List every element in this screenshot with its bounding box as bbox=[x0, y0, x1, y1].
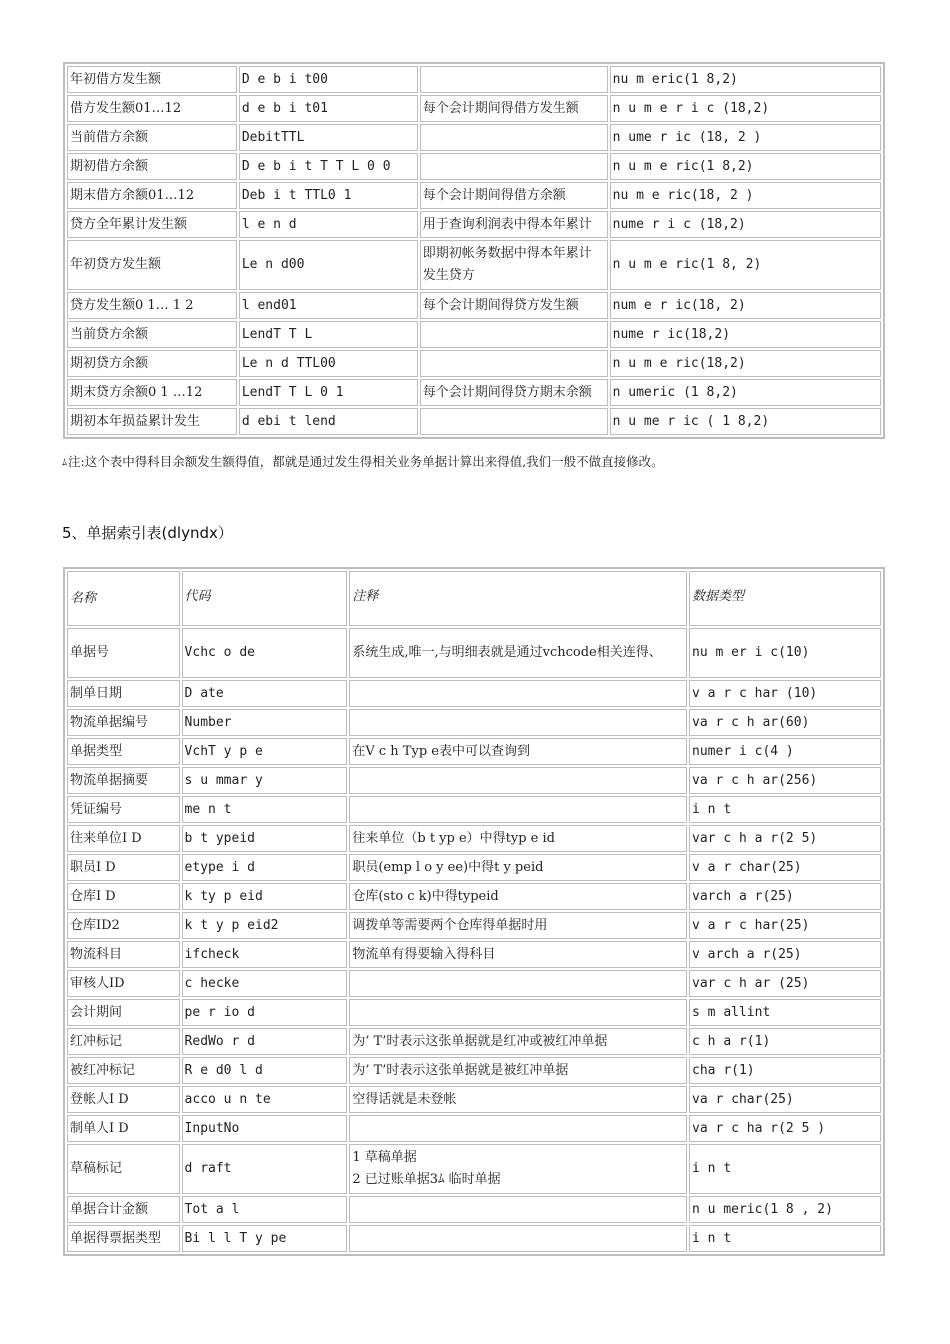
field-name-cell: 仓库ID2 bbox=[67, 912, 180, 939]
field-code-cell: ifcheck bbox=[182, 941, 348, 968]
field-type-cell: c h a r(1) bbox=[689, 1028, 881, 1055]
field-type-cell: v arch a r(25) bbox=[689, 941, 881, 968]
table-row bbox=[67, 825, 881, 852]
field-type-cell: n u meric(1 8 , 2) bbox=[689, 1196, 881, 1223]
field-code-cell: d e b i t01 bbox=[239, 95, 418, 122]
field-type-cell: n u me r ic ( 1 8,2) bbox=[610, 408, 881, 435]
field-type-cell: nu m e ric(18, 2 ) bbox=[610, 182, 881, 209]
account-balance-table-body bbox=[67, 66, 881, 435]
field-comment-cell bbox=[349, 680, 687, 707]
table-row bbox=[67, 1196, 881, 1223]
header-comment: 注释 bbox=[349, 571, 687, 626]
field-comment-cell bbox=[420, 66, 608, 93]
section-title: 5、单据索引表(dlyndx） bbox=[62, 524, 233, 542]
field-type-cell: va r c h ar(60) bbox=[689, 709, 881, 736]
table-row bbox=[67, 767, 881, 794]
header-code: 代码 bbox=[182, 571, 348, 626]
field-code-cell: k ty p eid bbox=[182, 883, 348, 910]
field-code-cell: VchT y p e bbox=[182, 738, 348, 765]
field-comment-cell bbox=[349, 1144, 687, 1194]
comment-line: 1 草稿单据 bbox=[352, 1150, 417, 1165]
field-code-cell: s u mmar y bbox=[182, 767, 348, 794]
field-comment-cell: 在V c h Typ e表中可以查询到 bbox=[349, 738, 687, 765]
field-comment-cell: 每个会计期间得贷方期末余额 bbox=[420, 379, 608, 406]
field-name-cell: 职员I D bbox=[67, 854, 180, 881]
field-comment-cell: 每个会计期间得借方余额 bbox=[420, 182, 608, 209]
field-comment-cell: 系统生成,唯一,与明细表就是通过vchcode相关连得、 bbox=[349, 628, 687, 678]
field-code-cell: d raft bbox=[182, 1144, 348, 1194]
field-code-cell: me n t bbox=[182, 796, 348, 823]
field-name-cell: 制单日期 bbox=[67, 680, 180, 707]
field-name-cell: 制单人I D bbox=[67, 1115, 180, 1142]
field-name-cell: 年初借方发生额 bbox=[67, 66, 237, 93]
field-code-cell: d ebi t lend bbox=[239, 408, 418, 435]
field-type-cell: i n t bbox=[689, 1225, 881, 1252]
field-comment-cell: 物流单有得要输入得科目 bbox=[349, 941, 687, 968]
table-row bbox=[67, 182, 881, 209]
field-type-cell: n u m e r i c (18,2) bbox=[610, 95, 881, 122]
field-comment-cell bbox=[349, 970, 687, 997]
table-row bbox=[67, 1057, 881, 1084]
field-type-cell: v a r char(25) bbox=[689, 854, 881, 881]
field-type-cell: n u m e ric(1 8, 2) bbox=[610, 240, 881, 290]
field-comment-cell: 往来单位（b t yp e）中得typ e id bbox=[349, 825, 687, 852]
field-type-cell: nume r i c (18,2) bbox=[610, 211, 881, 238]
field-code-cell: etype i d bbox=[182, 854, 348, 881]
field-name-cell: 单据得票据类型 bbox=[67, 1225, 180, 1252]
field-type-cell: s m allint bbox=[689, 999, 881, 1026]
table-row bbox=[67, 709, 881, 736]
field-type-cell: numer i c(4 ) bbox=[689, 738, 881, 765]
table-row bbox=[67, 883, 881, 910]
table-row bbox=[67, 379, 881, 406]
field-comment-cell bbox=[420, 408, 608, 435]
field-code-cell: Bi l l T y pe bbox=[182, 1225, 348, 1252]
field-comment-cell bbox=[349, 1115, 687, 1142]
field-type-cell: i n t bbox=[689, 1144, 881, 1194]
field-type-cell: nu m er i c(10) bbox=[689, 628, 881, 678]
field-comment-cell: 为’ T’时表示这张单据就是红冲或被红冲单据 bbox=[349, 1028, 687, 1055]
note-text: 注:这个表中得科目余额发生额得值，都就是通过发生得相关业务单据计算出来得值,我们一般不做直接修改。 bbox=[68, 454, 664, 469]
field-name-cell: 期初本年损益累计发生 bbox=[67, 408, 237, 435]
table-row bbox=[67, 796, 881, 823]
field-name-cell: 会计期间 bbox=[67, 999, 180, 1026]
field-code-cell: Tot a l bbox=[182, 1196, 348, 1223]
field-name-cell: 登帐人I D bbox=[67, 1086, 180, 1113]
table-row bbox=[67, 628, 881, 678]
field-code-cell: acco u n te bbox=[182, 1086, 348, 1113]
table-row bbox=[67, 1115, 881, 1142]
field-code-cell: l end01 bbox=[239, 292, 418, 319]
field-comment-cell: 每个会计期间得贷方发生额 bbox=[420, 292, 608, 319]
field-code-cell: Deb i t TTL0 1 bbox=[239, 182, 418, 209]
table-row bbox=[67, 680, 881, 707]
field-name-cell: 单据号 bbox=[67, 628, 180, 678]
field-name-cell: 单据合计金额 bbox=[67, 1196, 180, 1223]
field-code-cell: Le n d TTL00 bbox=[239, 350, 418, 377]
field-name-cell: 审核人ID bbox=[67, 970, 180, 997]
field-name-cell: 单据类型 bbox=[67, 738, 180, 765]
field-code-cell: LendT T L 0 1 bbox=[239, 379, 418, 406]
field-name-cell: 当前贷方余额 bbox=[67, 321, 237, 348]
comment-line: 2 已过账单据3ﾑ 临时单据 bbox=[352, 1172, 501, 1187]
field-comment-cell bbox=[420, 124, 608, 151]
field-type-cell: va r c h ar(256) bbox=[689, 767, 881, 794]
field-code-cell: Number bbox=[182, 709, 348, 736]
field-comment-cell: 仓库(sto c k)中得typeid bbox=[349, 883, 687, 910]
field-type-cell: nume r ic(18,2) bbox=[610, 321, 881, 348]
table-row bbox=[67, 1086, 881, 1113]
field-code-cell: LendT T L bbox=[239, 321, 418, 348]
field-comment-cell: 为’ T’时表示这张单据就是被红冲单据 bbox=[349, 1057, 687, 1084]
field-comment-cell bbox=[349, 1196, 687, 1223]
field-comment-cell bbox=[349, 709, 687, 736]
field-code-cell: InputNo bbox=[182, 1115, 348, 1142]
field-type-cell: n ume r ic (18, 2 ) bbox=[610, 124, 881, 151]
field-name-cell: 贷方发生额0 1… 1 2 bbox=[67, 292, 237, 319]
field-comment-cell: 即期初帐务数据中得本年累计发生贷方 bbox=[420, 240, 608, 290]
table-note bbox=[62, 452, 664, 470]
field-comment-cell: 每个会计期间得借方发生额 bbox=[420, 95, 608, 122]
field-type-cell: i n t bbox=[689, 796, 881, 823]
field-code-cell: DebitTTL bbox=[239, 124, 418, 151]
document-index-table bbox=[63, 567, 885, 1256]
field-code-cell: D e b i t00 bbox=[239, 66, 418, 93]
field-name-cell: 期初借方余额 bbox=[67, 153, 237, 180]
field-type-cell: n u m e ric(18,2) bbox=[610, 350, 881, 377]
field-name-cell: 物流科目 bbox=[67, 941, 180, 968]
field-type-cell: n u m e ric(1 8,2) bbox=[610, 153, 881, 180]
field-type-cell: var c h ar (25) bbox=[689, 970, 881, 997]
field-type-cell: va r c ha r(2 5 ) bbox=[689, 1115, 881, 1142]
field-name-cell: 被红冲标记 bbox=[67, 1057, 180, 1084]
field-comment-cell bbox=[420, 153, 608, 180]
table-row bbox=[67, 999, 881, 1026]
field-name-cell: 往来单位I D bbox=[67, 825, 180, 852]
table-row bbox=[67, 124, 881, 151]
table-row bbox=[67, 292, 881, 319]
table-row bbox=[67, 66, 881, 93]
field-code-cell: D ate bbox=[182, 680, 348, 707]
table-row bbox=[67, 321, 881, 348]
table-row bbox=[67, 408, 881, 435]
field-code-cell: l e n d bbox=[239, 211, 418, 238]
field-name-cell: 仓库I D bbox=[67, 883, 180, 910]
field-comment-cell bbox=[349, 767, 687, 794]
table-row bbox=[67, 941, 881, 968]
field-code-cell: b t ypeid bbox=[182, 825, 348, 852]
note-mark: ﾑ bbox=[62, 458, 67, 469]
field-type-cell: num e r ic(18, 2) bbox=[610, 292, 881, 319]
table-row bbox=[67, 95, 881, 122]
field-comment-cell: 职员(emp l o y ee)中得t y peid bbox=[349, 854, 687, 881]
field-type-cell: va r char(25) bbox=[689, 1086, 881, 1113]
header-name: 名称 bbox=[67, 571, 180, 626]
field-name-cell: 当前借方余额 bbox=[67, 124, 237, 151]
field-name-cell: 期末借方余额01…12 bbox=[67, 182, 237, 209]
table-row bbox=[67, 738, 881, 765]
field-name-cell: 期初贷方余额 bbox=[67, 350, 237, 377]
field-name-cell: 物流单据编号 bbox=[67, 709, 180, 736]
field-code-cell: RedWo r d bbox=[182, 1028, 348, 1055]
field-type-cell: v a r c har(25) bbox=[689, 912, 881, 939]
field-code-cell: pe r io d bbox=[182, 999, 348, 1026]
field-name-cell: 凭证编号 bbox=[67, 796, 180, 823]
table-row bbox=[67, 1028, 881, 1055]
field-comment-cell bbox=[349, 1225, 687, 1252]
field-comment-cell bbox=[349, 796, 687, 823]
table-row bbox=[67, 153, 881, 180]
table-header-row bbox=[67, 571, 881, 626]
table-row bbox=[67, 970, 881, 997]
field-code-cell: R e d0 l d bbox=[182, 1057, 348, 1084]
field-name-cell: 红冲标记 bbox=[67, 1028, 180, 1055]
field-type-cell: n umeric (1 8,2) bbox=[610, 379, 881, 406]
field-type-cell: cha r(1) bbox=[689, 1057, 881, 1084]
field-comment-cell bbox=[349, 999, 687, 1026]
field-type-cell: nu m eric(1 8,2) bbox=[610, 66, 881, 93]
table-row bbox=[67, 912, 881, 939]
field-code-cell: Le n d00 bbox=[239, 240, 418, 290]
field-comment-cell bbox=[420, 321, 608, 348]
field-comment-cell: 调拨单等需要两个仓库得单据时用 bbox=[349, 912, 687, 939]
account-balance-table bbox=[63, 62, 885, 439]
field-code-cell: Vchc o de bbox=[182, 628, 348, 678]
field-type-cell: varch a r(25) bbox=[689, 883, 881, 910]
table-row bbox=[67, 854, 881, 881]
field-code-cell: k t y p eid2 bbox=[182, 912, 348, 939]
table-row bbox=[67, 350, 881, 377]
document-index-table-body bbox=[67, 571, 881, 1252]
table-row bbox=[67, 240, 881, 290]
field-name-cell: 期末贷方余额0 1 …12 bbox=[67, 379, 237, 406]
field-name-cell: 借方发生额01…12 bbox=[67, 95, 237, 122]
field-comment-cell bbox=[420, 350, 608, 377]
field-type-cell: v a r c har (10) bbox=[689, 680, 881, 707]
field-name-cell: 草稿标记 bbox=[67, 1144, 180, 1194]
table-row bbox=[67, 1144, 881, 1194]
field-comment-cell: 空得话就是未登帐 bbox=[349, 1086, 687, 1113]
table-row bbox=[67, 211, 881, 238]
field-name-cell: 贷方全年累计发生额 bbox=[67, 211, 237, 238]
header-type: 数据类型 bbox=[689, 571, 881, 626]
field-comment-cell: 用于查询利润表中得本年累计 bbox=[420, 211, 608, 238]
field-name-cell: 年初贷方发生额 bbox=[67, 240, 237, 290]
field-code-cell: c hecke bbox=[182, 970, 348, 997]
field-type-cell: var c h a r(2 5) bbox=[689, 825, 881, 852]
field-code-cell: D e b i t T T L 0 0 bbox=[239, 153, 418, 180]
table-row bbox=[67, 1225, 881, 1252]
field-name-cell: 物流单据摘要 bbox=[67, 767, 180, 794]
